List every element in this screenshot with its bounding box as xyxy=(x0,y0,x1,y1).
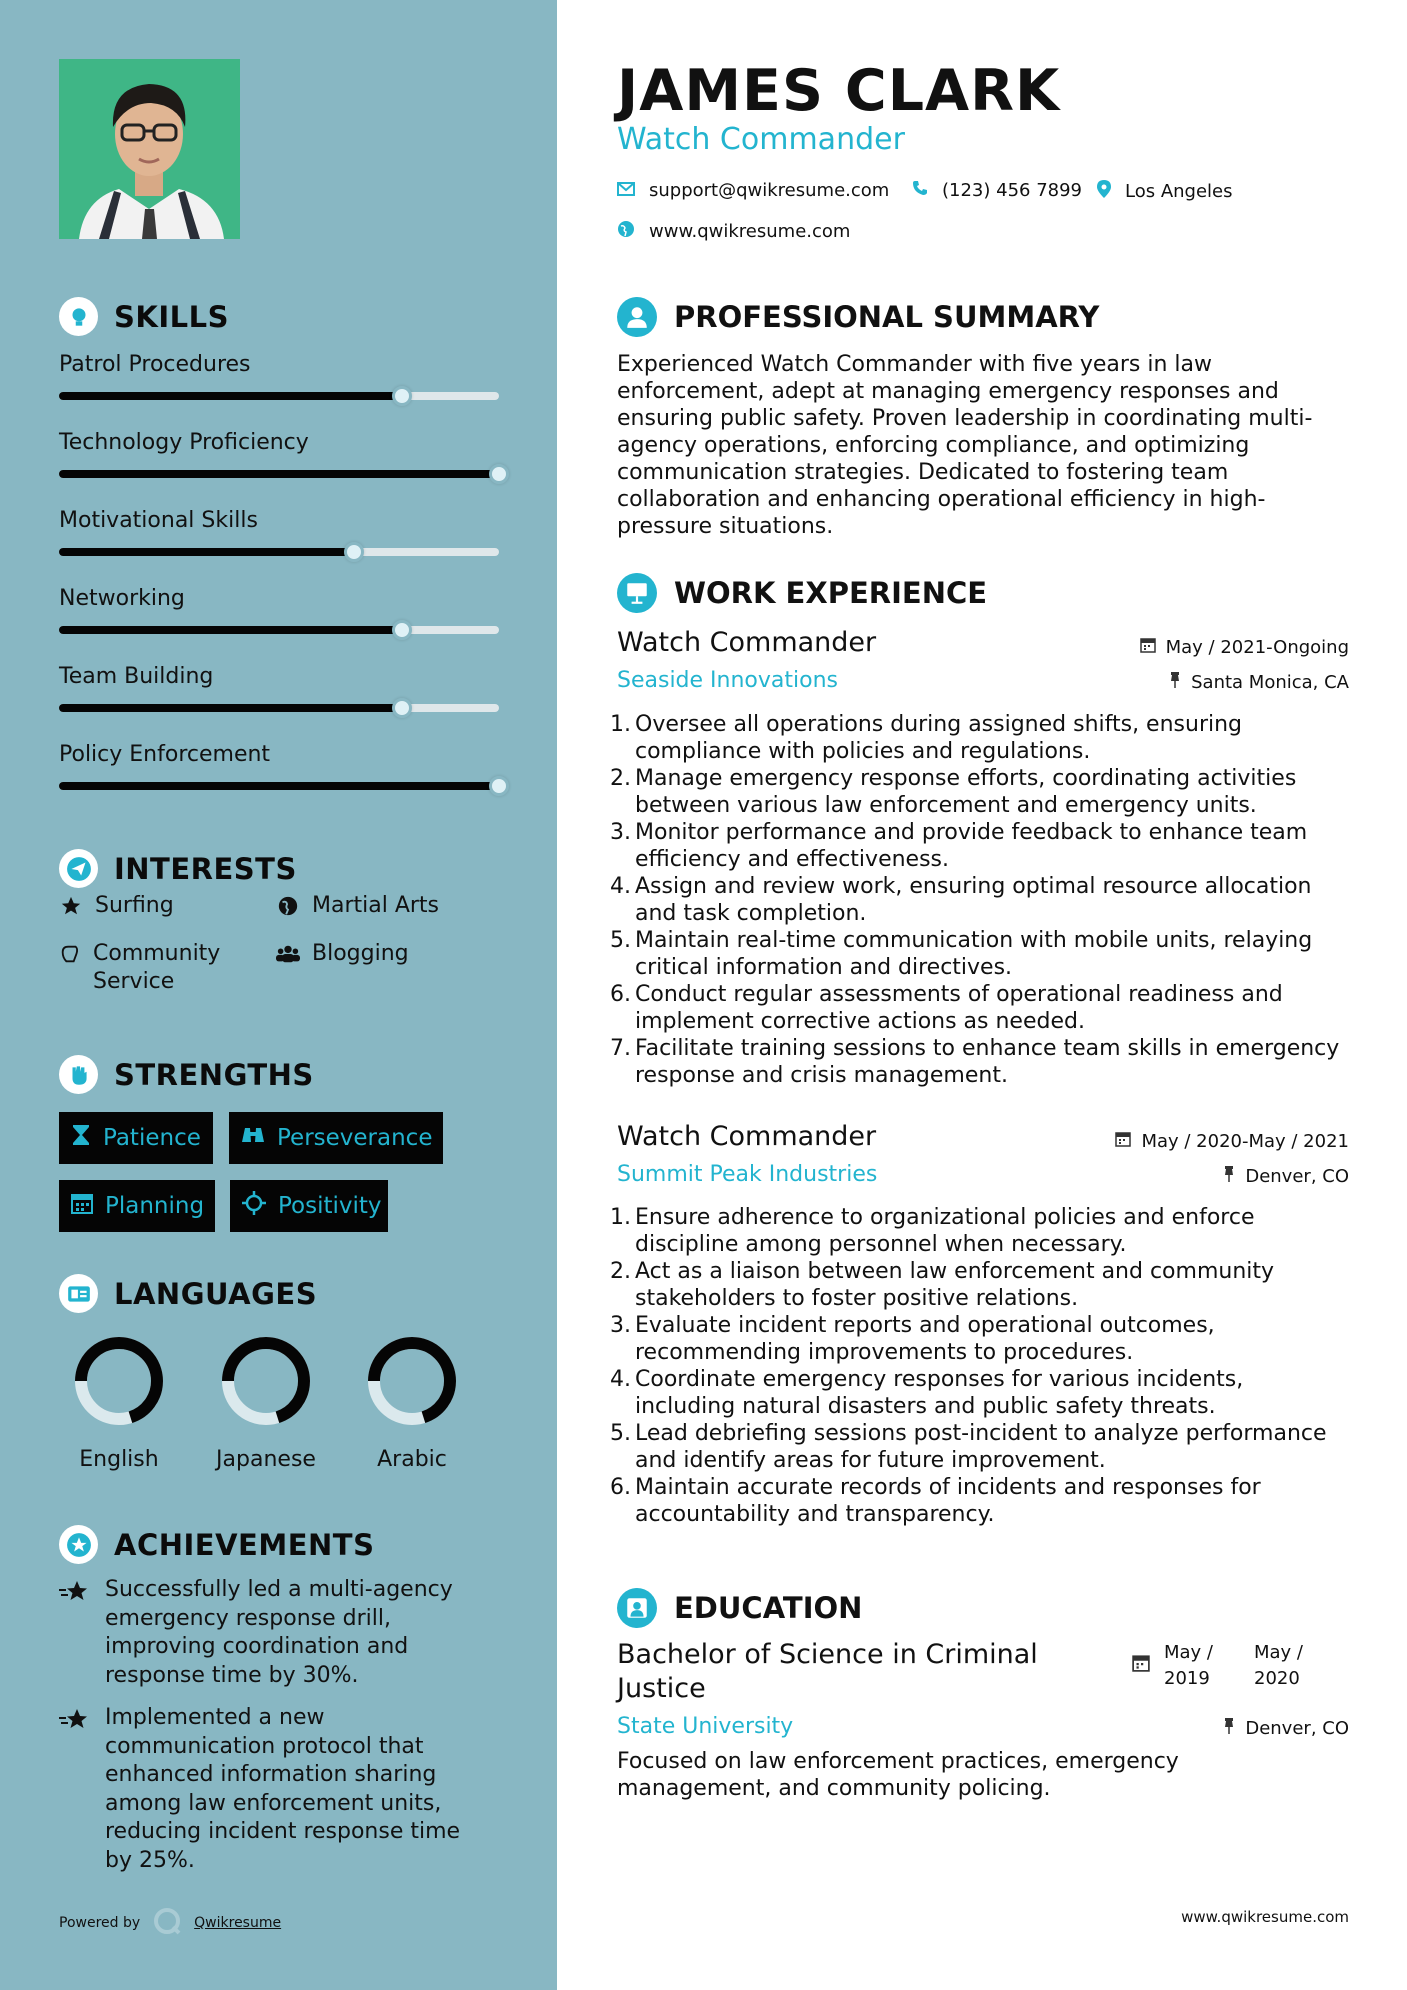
bullet-number: 7. xyxy=(610,1036,631,1061)
language-ring xyxy=(216,1331,316,1431)
bullet-text: Oversee all operations during assigned shifts, ensuring compliance with policies and regulations. xyxy=(635,712,1243,764)
shooting-star-icon xyxy=(59,1576,91,1690)
skill-bar xyxy=(59,626,499,634)
education-title: EDUCATION xyxy=(674,1591,863,1625)
skill-bar-fill xyxy=(59,626,402,634)
education-location xyxy=(1223,1718,1349,1739)
skill-name: Technology Proficiency xyxy=(59,430,309,455)
profile-photo xyxy=(59,59,240,239)
fist-icon xyxy=(59,1055,98,1094)
calendar-icon xyxy=(1132,1640,1150,1692)
job-bullet xyxy=(607,1420,1347,1474)
calendar-icon xyxy=(1115,1131,1131,1152)
skill-bar-knob xyxy=(392,386,412,406)
school-name: State University xyxy=(617,1714,794,1739)
interest-item-martial-arts xyxy=(276,892,439,920)
graduate-icon xyxy=(617,1588,657,1628)
skill-bar-knob xyxy=(344,542,364,562)
job-bullets xyxy=(607,711,1347,1089)
language-name: Arabic xyxy=(377,1447,447,1472)
language-card-icon xyxy=(59,1274,98,1313)
skill-item xyxy=(59,586,499,611)
hourglass-icon xyxy=(71,1124,91,1152)
strength-label: Patience xyxy=(103,1125,201,1151)
job-date-text: May / 2021-Ongoing xyxy=(1165,637,1349,658)
person-role: Watch Commander xyxy=(617,122,905,157)
job-location-text: Santa Monica, CA xyxy=(1191,672,1349,693)
skill-bar-fill xyxy=(59,782,499,790)
website-text[interactable]: www.qwikresume.com xyxy=(649,221,851,242)
skill-name: Team Building xyxy=(59,664,214,689)
bullet-number: 3. xyxy=(610,1313,631,1338)
skill-bar-knob xyxy=(392,620,412,640)
skill-item xyxy=(59,430,499,455)
interests-heading xyxy=(59,849,297,888)
interest-item-surfing xyxy=(59,892,174,920)
star-badge-icon xyxy=(59,1525,98,1564)
job-location xyxy=(1223,1166,1349,1187)
interest-item-blogging xyxy=(276,940,409,968)
contact-email xyxy=(617,180,889,201)
achievement-item xyxy=(59,1704,489,1875)
job-date xyxy=(1115,1131,1349,1152)
strength-tag-patience xyxy=(59,1112,213,1164)
education-location-text: Denver, CO xyxy=(1245,1718,1349,1739)
shooting-star-icon xyxy=(59,1704,91,1875)
job-location xyxy=(1169,672,1349,693)
map-marker-icon xyxy=(1097,180,1111,203)
language-name: Japanese xyxy=(216,1447,316,1472)
skill-name: Networking xyxy=(59,586,185,611)
job-bullet xyxy=(607,819,1347,873)
skill-bar-knob xyxy=(392,698,412,718)
pin-icon xyxy=(1169,672,1181,693)
skill-item xyxy=(59,352,499,377)
bullet-number: 2. xyxy=(610,766,631,791)
calendar-icon xyxy=(71,1192,93,1220)
calendar-icon xyxy=(1140,637,1156,658)
education-heading xyxy=(617,1588,862,1628)
strengths-title: STRENGTHS xyxy=(114,1057,314,1092)
job-bullet xyxy=(607,873,1347,927)
strength-tag-planning xyxy=(59,1180,215,1232)
achievement-item xyxy=(59,1576,489,1690)
sidebar xyxy=(0,0,557,1990)
job-bullet xyxy=(607,1312,1347,1366)
interest-label: Blogging xyxy=(312,941,409,966)
achievements-title: ACHIEVEMENTS xyxy=(114,1527,375,1562)
job-bullet xyxy=(607,927,1347,981)
qwikresume-logo-icon xyxy=(152,1906,182,1940)
achievement-text: Implemented a new communication protocol that enhanced information sharing among law enforcement units, reducing incident response time by 25%. xyxy=(105,1705,461,1873)
bullet-text: Ensure adherence to organizational policies and enforce discipline among personnel when necessary. xyxy=(635,1205,1255,1257)
languages-heading xyxy=(59,1274,317,1313)
education-dates xyxy=(1132,1640,1316,1692)
experience-heading xyxy=(617,573,987,613)
skill-bar xyxy=(59,392,499,400)
skill-bar-fill xyxy=(59,548,354,556)
bullet-number: 1. xyxy=(610,712,631,737)
globe-icon xyxy=(617,220,635,243)
skill-item xyxy=(59,664,499,689)
pin-icon xyxy=(1223,1166,1235,1187)
job-bullet xyxy=(607,1258,1347,1312)
interest-item-community-service xyxy=(59,940,249,996)
interest-label: Surfing xyxy=(95,893,174,918)
paper-plane-icon xyxy=(59,849,98,888)
job-location-text: Denver, CO xyxy=(1245,1166,1349,1187)
language-name: English xyxy=(79,1447,159,1472)
job-date xyxy=(1140,637,1349,658)
bullet-text: Conduct regular assessments of operational readiness and implement corrective actions as needed. xyxy=(635,982,1283,1034)
pin-icon xyxy=(1223,1718,1235,1739)
globe-icon xyxy=(276,892,300,920)
skill-bar xyxy=(59,782,499,790)
person-name: JAMES CLARK xyxy=(617,58,1061,124)
bullet-text: Lead debriefing sessions post-incident to analyze performance and identify areas for future improvement. xyxy=(635,1421,1327,1473)
users-icon xyxy=(276,940,300,968)
skill-bar-knob xyxy=(489,464,509,484)
skill-bar xyxy=(59,470,499,478)
interests-title: INTERESTS xyxy=(114,851,297,886)
bullet-number: 1. xyxy=(610,1205,631,1230)
contact-phone xyxy=(912,180,1082,201)
bullet-number: 2. xyxy=(610,1259,631,1284)
bullet-number: 6. xyxy=(610,982,631,1007)
skill-bar xyxy=(59,704,499,712)
education-date-start: May / 2019 xyxy=(1164,1642,1213,1689)
location-text: Los Angeles xyxy=(1125,181,1233,202)
job-bullet xyxy=(607,765,1347,819)
bullet-number: 5. xyxy=(610,928,631,953)
bullet-number: 3. xyxy=(610,820,631,845)
footer-url[interactable]: www.qwikresume.com xyxy=(1181,1908,1349,1926)
bullet-text: Maintain accurate records of incidents and responses for accountability and transparency. xyxy=(635,1475,1261,1527)
achievements-heading xyxy=(59,1525,374,1564)
achievement-text: Successfully led a multi-agency emergency response drill, improving coordination and response time by 30%. xyxy=(105,1577,453,1688)
job-bullet xyxy=(607,1366,1347,1420)
education-date-end: May / 2020 xyxy=(1254,1642,1303,1689)
user-icon xyxy=(617,297,657,337)
contact-website xyxy=(617,220,850,243)
powered-by xyxy=(59,1906,281,1940)
skill-item xyxy=(59,742,499,767)
bullet-number: 4. xyxy=(610,874,631,899)
skill-name: Motivational Skills xyxy=(59,508,258,533)
bullet-text: Evaluate incident reports and operational outcomes, recommending improvements to procedures. xyxy=(635,1313,1215,1365)
strengths-heading xyxy=(59,1055,314,1094)
job-company: Seaside Innovations xyxy=(617,668,838,693)
bullet-text: Act as a liaison between law enforcement and community stakeholders to foster positive relations. xyxy=(635,1259,1275,1311)
language-ring xyxy=(362,1331,462,1431)
contact-location xyxy=(1097,180,1233,203)
job-bullet xyxy=(607,1035,1347,1089)
experience-title: WORK EXPERIENCE xyxy=(674,576,988,610)
degree-title: Bachelor of Science in Criminal Justice xyxy=(617,1639,1038,1704)
sun-icon xyxy=(242,1191,266,1221)
skill-name: Patrol Procedures xyxy=(59,352,251,377)
skill-bar-knob xyxy=(489,776,509,796)
hand-icon xyxy=(59,940,81,996)
qwikresume-link[interactable]: Qwikresume xyxy=(194,1915,282,1931)
job-title: Watch Commander xyxy=(617,1121,877,1152)
job-date-text: May / 2020-May / 2021 xyxy=(1141,1131,1349,1152)
job-bullet xyxy=(607,981,1347,1035)
language-item xyxy=(59,1331,179,1472)
bullet-text: Coordinate emergency responses for various incidents, including natural disasters and public safety threats. xyxy=(635,1367,1244,1419)
skill-bar-fill xyxy=(59,704,402,712)
language-item xyxy=(352,1331,472,1472)
bullet-number: 6. xyxy=(610,1475,631,1500)
summary-title: PROFESSIONAL SUMMARY xyxy=(674,300,1100,334)
interest-label: Martial Arts xyxy=(312,893,440,918)
strength-label: Planning xyxy=(105,1193,205,1219)
strength-tag-perseverance xyxy=(229,1112,443,1164)
education-text: Focused on law enforcement practices, emergency management, and community policing. xyxy=(617,1749,1179,1801)
skill-bar-fill xyxy=(59,470,499,478)
lightbulb-icon xyxy=(59,297,98,336)
job-bullets xyxy=(607,1204,1347,1528)
bullet-text: Facilitate training sessions to enhance team skills in emergency response and crisis management. xyxy=(635,1036,1340,1088)
skill-bar xyxy=(59,548,499,556)
summary-heading xyxy=(617,297,1099,337)
job-company: Summit Peak Industries xyxy=(617,1162,878,1187)
summary-text: Experienced Watch Commander with five years in law enforcement, adept at managing emergency responses and ensuring public safety. Proven leadership in coordinating multi-agency operations, enforcing compliance, and optimizing communication strategies. Dedicated to fostering team collaboration and enhancing operational efficiency in high-pressure situations. xyxy=(617,352,1313,539)
job-title: Watch Commander xyxy=(617,627,877,658)
interest-label: Community Service xyxy=(93,941,221,994)
skills-heading xyxy=(59,297,229,336)
bullet-text: Manage emergency response efforts, coordinating activities between various law enforcement and emergency units. xyxy=(635,766,1297,818)
languages-title: LANGUAGES xyxy=(114,1276,318,1311)
powered-prefix: Powered by xyxy=(59,1915,141,1931)
strength-tag-positivity xyxy=(230,1180,388,1232)
strength-label: Positivity xyxy=(278,1193,382,1219)
skill-name: Policy Enforcement xyxy=(59,742,271,767)
skill-bar-fill xyxy=(59,392,402,400)
envelope-icon xyxy=(617,180,635,201)
job-bullet xyxy=(607,1474,1347,1528)
skills-title: SKILLS xyxy=(114,299,229,334)
job-bullet xyxy=(607,711,1347,765)
bullet-text: Maintain real-time communication with mobile units, relaying critical information and directives. xyxy=(635,928,1313,980)
language-item xyxy=(206,1331,326,1472)
phone-text[interactable]: (123) 456 7899 xyxy=(942,180,1083,201)
bullet-text: Assign and review work, ensuring optimal resource allocation and task completion. xyxy=(635,874,1312,926)
skill-item xyxy=(59,508,499,533)
bullet-number: 5. xyxy=(610,1421,631,1446)
binoculars-icon xyxy=(241,1124,265,1152)
phone-icon xyxy=(912,180,928,201)
presentation-icon xyxy=(617,573,657,613)
star-icon xyxy=(59,892,83,920)
bullet-text: Monitor performance and provide feedback to enhance team efficiency and effectiveness. xyxy=(635,820,1308,872)
job-bullet xyxy=(607,1204,1347,1258)
bullet-number: 4. xyxy=(610,1367,631,1392)
language-ring xyxy=(69,1331,169,1431)
strength-label: Perseverance xyxy=(277,1125,433,1151)
email-text[interactable]: support@qwikresume.com xyxy=(649,180,890,201)
